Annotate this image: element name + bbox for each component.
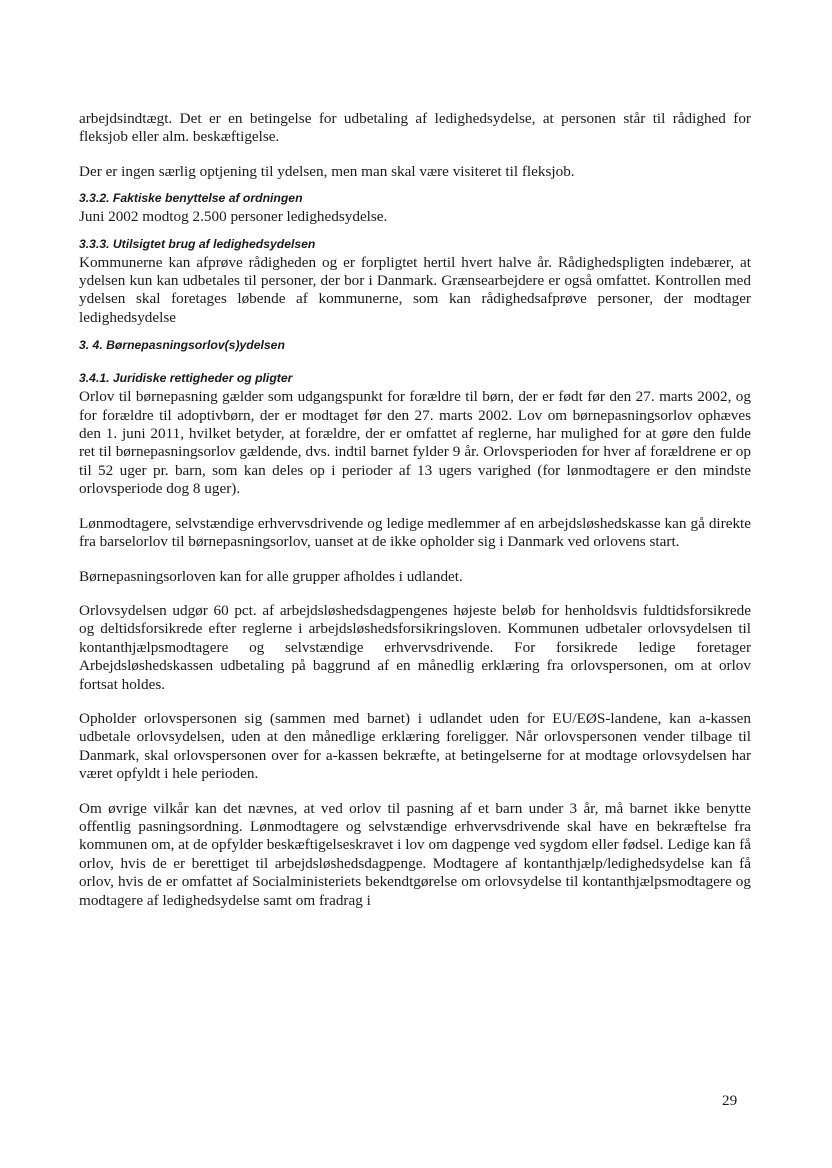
page-number: 29 <box>722 1092 738 1109</box>
heading-3-3-2: 3.3.2. Faktiske benyttelse af ordningen <box>79 191 303 206</box>
heading-3-4-1: 3.4.1. Juridiske rettigheder og pligter <box>79 371 293 386</box>
paragraph-utilsigtet-brug: Kommunerne kan afprøve rådigheden og er forpligtet hertil hvert halve år. Rådighedspligten indebærer, at ydelsen kun kan udbetales til personer, der bor i Danmark. Grænsearbejdere er også omfattet. Kontrollen med ydelsen skal foretages løbende af kommunerne, som kan rådighedsafprøve personer, der modtager ledighedsydelse <box>79 253 751 326</box>
paragraph-benyttelse: Juni 2002 modtog 2.500 personer ledighedsydelse. <box>79 208 388 226</box>
paragraph-eu-eøs: Opholder orlovspersonen sig (sammen med barnet) i udlandet uden for EU/EØS-landene, kan a-kassen udbetale orlovsydelsen, uden at den månedlige erklæring foreligger. Når orlovspersonen vender tilbage til Danmark, skal orlovspersonen over for a-kassen bekræfte, at betingelserne for at modtage orlovsydelsen har været opfyldt i hele perioden. <box>79 709 751 783</box>
paragraph-optjening: Der er ingen særlig optjening til ydelsen, men man skal være visiteret til fleksjob. <box>79 162 575 180</box>
paragraph-orlovsydelsen: Orlovsydelsen udgør 60 pct. af arbejdsløshedsdagpengenes højeste beløb for henholdsvis fuldtidsforsikrede og deltidsforsikrede efter reglerne i arbejdsløshedsforsikringsloven. Kommunen udbetaler orlovsydelsen til kontanthjælpsmodtagere og selvstændige erhvervsdrivende. For forsikrede ledige foretager Arbejdsløshedskassen udbetaling på baggrund af en månedlig erklæring fra orlovspersonen, om at orlov fortsat holdes. <box>79 601 751 693</box>
paragraph-udlandet: Børnepasningsorloven kan for alle grupper afholdes i udlandet. <box>79 567 463 585</box>
document-body <box>79 110 751 910</box>
paragraph-orlov-børnepasning: Orlov til børnepasning gælder som udgangspunkt for forældre til børn, der er født før den 27. marts 2002, og for forældre til adoptivbørn, der er modtaget før den 27. marts 2002. Lov om børnepasningsorlov ophæves den 1. juni 2011, hvilket betyder, at forældre, der er omfattet af reglerne, har mulighed for at gøre den fulde ret til børnepasningsorlov gældende, dvs. indtil barnet fylder 9 år. Orlovsperioden for hver af forældrene er op til 52 uger pr. barn, som kan deles op i perioder af 13 ugers varighed (for lønmodtagere er den mindste orlovsperiode dog 8 uger). <box>79 388 751 498</box>
paragraph-øvrige-vilkår: Om øvrige vilkår kan det nævnes, at ved orlov til pasning af et barn under 3 år, må barnet ikke benytte offentlig pasningsordning. Lønmodtagere og selvstændige erhvervsdrivende skal have en bekræftelse fra kommunen om, at de opfylder beskæftigelseskravet i lov om dagpenge ved sygdom eller fødsel. Ledige kan få orlov, hvis de er berettiget til arbejdsløshedsdagpenge. Modtagere af kontanthjælp/ledighedsydelse kan få orlov, hvis de er omfattet af Socialministeriets bekendtgørelse om orlovsydelse til kontanthjælpsmodtagere og modtagere af ledighedsydelse samt om fradrag i <box>79 799 751 909</box>
paragraph-lønmodtagere: Lønmodtagere, selvstændige erhvervsdrivende og ledige medlemmer af en arbejdsløshedskasse kan gå direkte fra barselorlov til børnepasningsorlov, uanset at de ikke opholder sig i Danmark ved orlovens start. <box>79 514 751 551</box>
paragraph-rådighed: arbejdsindtægt. Det er en betingelse for udbetaling af ledighedsydelse, at personen står til rådighed for fleksjob eller alm. beskæftigelse. <box>79 110 751 146</box>
heading-3-3-3: 3.3.3. Utilsigtet brug af ledighedsydelsen <box>79 236 316 251</box>
heading-3-4: 3. 4. Børnepasningsorlov(s)ydelsen <box>79 338 285 353</box>
